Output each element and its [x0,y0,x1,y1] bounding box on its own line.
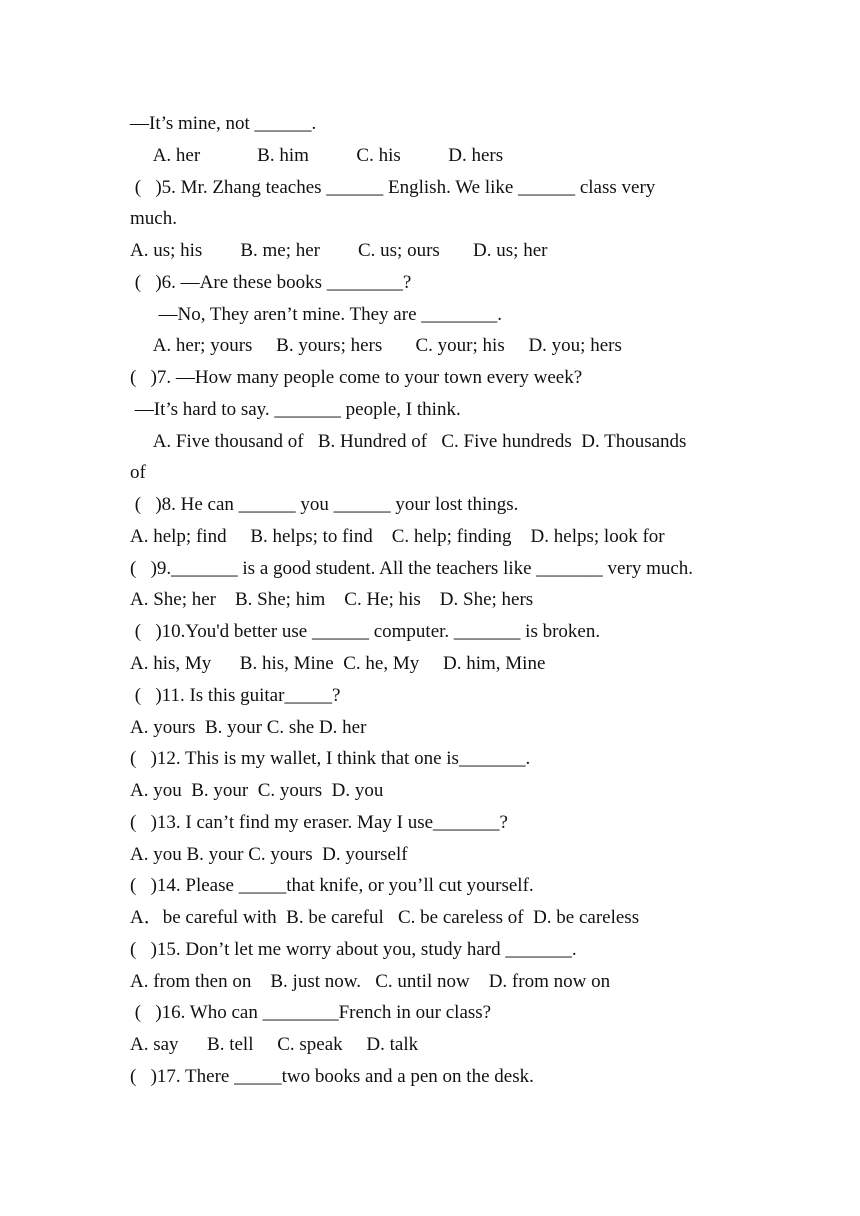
dialogue-line-q6: —No, They aren’t mine. They are ________. [130,303,503,325]
question-line-q5-cont: much. [130,208,177,230]
options-line-q12: A. you B. your C. yours D. you [130,780,384,802]
question-line-q11: ( )11. Is this guitar_____? [130,684,341,706]
options-line-q8: A. help; find B. helps; to find C. help; finding D. helps; look for [130,525,665,547]
question-line-q7: ( )7. —How many people come to your town every week? [130,367,583,389]
options-line-q9: A. She; her B. She; him C. He; his D. She; hers [130,589,534,611]
question-line-q9: ( )9._______ is a good student. All the teachers like _______ very much. [130,557,694,579]
question-line-q10: ( )10.You'd better use ______ computer. _______ is broken. [130,621,601,643]
question-text-block [130,108,750,1093]
options-line-q11: A. yours B. your C. she D. her [130,716,367,738]
question-line-q16: ( )16. Who can ________French in our class? [130,1002,492,1024]
options-line-q7-cont: of [130,462,146,484]
options-line-q13: A. you B. your C. yours D. yourself [130,843,408,865]
question-line-q17: ( )17. There _____two books and a pen on the desk. [130,1065,534,1087]
options-line-q5: A. us; his B. me; her C. us; ours D. us; her [130,240,548,262]
options-line-q10: A. his, My B. his, Mine C. he, My D. him, Mine [130,653,546,675]
options-line-q7: A. Five thousand of B. Hundred of C. Five hundreds D. Thousands [130,430,687,452]
question-line-q13: ( )13. I can’t find my eraser. May I use_______? [130,811,508,833]
question-line-q14: ( )14. Please _____that knife, or you’ll cut yourself. [130,875,534,897]
options-line-q16: A. say B. tell C. speak D. talk [130,1034,419,1056]
question-line-q6: ( )6. —Are these books ________? [130,271,412,293]
dialogue-line-q7: —It’s hard to say. _______ people, I think. [130,398,461,420]
question-line-q15: ( )15. Don’t let me worry about you, study hard _______. [130,938,577,960]
question-line-q8: ( )8. He can ______ you ______ your lost things. [130,494,519,516]
options-line-q14: A．be careful with B. be careful C. be careless of D. be careless [130,907,640,929]
answer-line-q4: —It’s mine, not ______. [130,113,317,134]
options-line-q6: A. her; yours B. yours; hers C. your; his D. you; hers [130,335,622,357]
question-line-q12: ( )12. This is my wallet, I think that one is_______. [130,748,531,770]
question-line-q5: ( )5. Mr. Zhang teaches ______ English. We like ______ class very [130,176,656,198]
options-line-q15: A. from then on B. just now. C. until now D. from now on [130,970,611,992]
options-line-q4: A. her B. him C. his D. hers [130,144,504,166]
